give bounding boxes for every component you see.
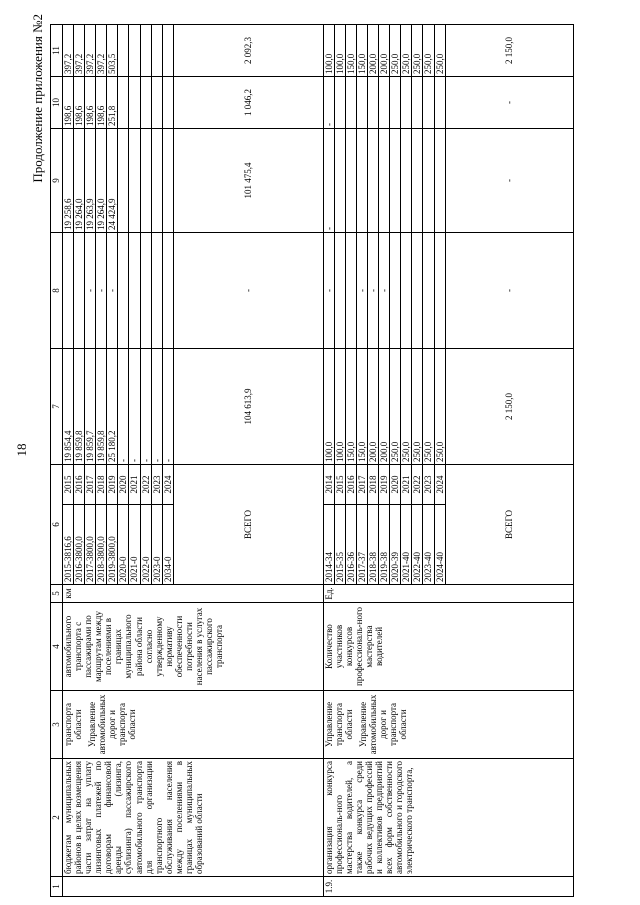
item-number (63, 877, 324, 897)
funding-regional (401, 129, 412, 233)
total-funding-regional: - (445, 129, 573, 233)
funding-total: 250,0 (423, 349, 434, 465)
column-header: 2 (51, 759, 63, 877)
funding-total: 100,0 (334, 349, 345, 465)
year: 2015 (63, 465, 74, 505)
total-funding-other: 2 150,0 (445, 25, 573, 77)
funding-local (129, 77, 140, 129)
funding-regional (129, 129, 140, 233)
total-funding-total: 104 613,9 (173, 349, 323, 465)
funding-federal (74, 233, 85, 349)
funding-total: - (162, 349, 173, 465)
column-header: 10 (51, 77, 63, 129)
responsible-executor (63, 691, 324, 759)
funding-regional (357, 129, 368, 233)
funding-other: 503,5 (107, 25, 118, 77)
year: 2018 (96, 465, 107, 505)
funding-other (140, 25, 151, 77)
funding-local (434, 77, 445, 129)
funding-total: - (151, 349, 162, 465)
year: 2023 (151, 465, 162, 505)
total-funding-total: 2 150,0 (445, 349, 573, 465)
funding-other: 397,2 (63, 25, 74, 77)
indicator-value: 2023-40 (423, 505, 434, 585)
funding-other: 250,0 (434, 25, 445, 77)
funding-federal: - (357, 233, 368, 349)
continuation-title: Продолжение приложения №2 (30, 14, 45, 183)
column-header: 1 (51, 877, 63, 897)
funding-federal: - (107, 233, 118, 349)
funding-federal (118, 233, 129, 349)
funding-other: 250,0 (412, 25, 423, 77)
funding-regional: 24 424,9 (107, 129, 118, 233)
funding-total: 250,0 (401, 349, 412, 465)
indicator-value: 2022-40 (412, 505, 423, 585)
unit-of-measure: км (63, 585, 324, 603)
year: 2019 (379, 465, 390, 505)
funding-local (390, 77, 401, 129)
funding-other: 100,0 (323, 25, 334, 77)
funding-total: 250,0 (412, 349, 423, 465)
funding-federal (390, 233, 401, 349)
indicator-value: 2021-40 (401, 505, 412, 585)
year: 2022 (412, 465, 423, 505)
funding-federal: - (85, 233, 96, 349)
funding-regional (379, 129, 390, 233)
total-funding-regional: 101 475,4 (173, 129, 323, 233)
funding-local (357, 77, 368, 129)
indicator-value: 2020-39 (390, 505, 401, 585)
item-number: 1.9. (323, 877, 573, 897)
indicator-value: 2016-3800,0 (74, 505, 85, 585)
year: 2018 (368, 465, 379, 505)
column-header: 8 (51, 233, 63, 349)
indicator-description: автомобильного транспорта с пассажирами по маршрутам между поселениями в границах муниципального района области согласно утвержденному нормативу обеспеченности потребности населения в услугах пассажирского транспорта (63, 603, 324, 691)
funding-federal: - (368, 233, 379, 349)
funding-other: 200,0 (368, 25, 379, 77)
funding-total: 25 180,2 (107, 349, 118, 465)
funding-local: 251,8 (107, 77, 118, 129)
indicator-value: 2014-34 (323, 505, 334, 585)
funding-total: 19 859,8 (74, 349, 85, 465)
indicator-value: 2021-0 (129, 505, 140, 585)
column-header: 4 (51, 603, 63, 691)
funding-other: 150,0 (357, 25, 368, 77)
funding-federal (434, 233, 445, 349)
funding-federal (423, 233, 434, 349)
year: 2023 (423, 465, 434, 505)
year: 2015 (334, 465, 345, 505)
funding-total: 100,0 (323, 349, 334, 465)
funding-other (118, 25, 129, 77)
column-header: 3 (51, 691, 63, 759)
funding-other: 397,2 (74, 25, 85, 77)
funding-total: - (129, 349, 140, 465)
funding-other: 397,2 (85, 25, 96, 77)
year: 2024 (434, 465, 445, 505)
funding-total: 150,0 (357, 349, 368, 465)
funding-local: - (323, 77, 334, 129)
funding-other: 397,2 (96, 25, 107, 77)
unit-of-measure: Ед. (323, 585, 573, 603)
funding-regional (151, 129, 162, 233)
funding-local: 198,6 (74, 77, 85, 129)
funding-regional: 19 264,0 (96, 129, 107, 233)
funding-other (151, 25, 162, 77)
indicator-value: 2024-40 (434, 505, 445, 585)
indicator-value: 2017-3800,0 (85, 505, 96, 585)
measure-description: организация конкурса профессиональ-ного мастерства водителей, а также конкурса среди рабочих ведущих профессий и коллективов предприятий всех форм собственности автомобильного и городского электрического транспорта, (323, 759, 573, 877)
funding-total: 200,0 (379, 349, 390, 465)
indicator-value: 2018-38 (368, 505, 379, 585)
funding-regional: 19 258,6 (63, 129, 74, 233)
funding-local (345, 77, 356, 129)
year: 2020 (390, 465, 401, 505)
year: 2021 (129, 465, 140, 505)
funding-regional: 19 264,0 (74, 129, 85, 233)
funding-regional (334, 129, 345, 233)
funding-total: 150,0 (345, 349, 356, 465)
funding-regional: - (323, 129, 334, 233)
indicator-value: 2015-35 (334, 505, 345, 585)
funding-federal (63, 233, 74, 349)
total-funding-local: - (445, 77, 573, 129)
year: 2022 (140, 465, 151, 505)
funding-regional (162, 129, 173, 233)
total-label: ВСЕГО (445, 465, 573, 585)
indicator-value: 2019-38 (379, 505, 390, 585)
column-header: 5 (51, 585, 63, 603)
indicator-value: 2022-0 (140, 505, 151, 585)
funding-federal (162, 233, 173, 349)
funding-other: 100,0 (334, 25, 345, 77)
funding-total: - (140, 349, 151, 465)
funding-regional (412, 129, 423, 233)
indicator-value: 2023-0 (151, 505, 162, 585)
funding-local: 198,6 (85, 77, 96, 129)
column-header: 11 (51, 25, 63, 77)
column-header: 9 (51, 129, 63, 233)
indicator-value: 2016-36 (345, 505, 356, 585)
executor-primary: транспорта области (63, 702, 84, 747)
funding-federal (140, 233, 151, 349)
responsible-executor (323, 691, 573, 759)
year: 2016 (74, 465, 85, 505)
funding-local: 198,6 (96, 77, 107, 129)
funding-federal (151, 233, 162, 349)
indicator-value: 2015-3816,6 (63, 505, 74, 585)
funding-local: 198,6 (63, 77, 74, 129)
funding-total: 19 859,8 (96, 349, 107, 465)
funding-total: 19 859,7 (85, 349, 96, 465)
funding-other (129, 25, 140, 77)
funding-regional (118, 129, 129, 233)
funding-total: 250,0 (390, 349, 401, 465)
funding-local (334, 77, 345, 129)
total-label: ВСЕГО (173, 465, 323, 585)
indicator-description: Количество участников конкурсов профессиональ-ного мастерства водителей (323, 603, 573, 691)
funding-regional (390, 129, 401, 233)
funding-regional (423, 129, 434, 233)
funding-other: 250,0 (423, 25, 434, 77)
indicator-value: 2034-0 (162, 505, 173, 585)
executor-primary: Управление транспорта области (323, 701, 354, 748)
year: 2016 (345, 465, 356, 505)
funding-other: 200,0 (379, 25, 390, 77)
funding-local (368, 77, 379, 129)
funding-local (151, 77, 162, 129)
funding-local (423, 77, 434, 129)
total-funding-federal: - (445, 233, 573, 349)
year: 2019 (107, 465, 118, 505)
executor-secondary: Управление автомобильных дорог и транспорта области (358, 694, 409, 755)
indicator-value: 2019-3800,0 (107, 505, 118, 585)
funding-other: 250,0 (390, 25, 401, 77)
funding-regional (345, 129, 356, 233)
funding-total: 200,0 (368, 349, 379, 465)
funding-other (162, 25, 173, 77)
funding-local (401, 77, 412, 129)
funding-regional (368, 129, 379, 233)
executor-secondary: Управление автомобильных дорог и транспорта области (87, 694, 138, 755)
year: 2017 (85, 465, 96, 505)
year: 2017 (357, 465, 368, 505)
funding-other: 150,0 (345, 25, 356, 77)
funding-local (379, 77, 390, 129)
funding-federal: - (96, 233, 107, 349)
funding-regional (140, 129, 151, 233)
year: 2020 (118, 465, 129, 505)
funding-federal: - (323, 233, 334, 349)
funding-federal (412, 233, 423, 349)
indicator-value: 2017-37 (357, 505, 368, 585)
funding-total: 250,0 (434, 349, 445, 465)
table-row (63, 25, 74, 897)
funding-total: 19 854,4 (63, 349, 74, 465)
funding-local (118, 77, 129, 129)
year: 2024 (162, 465, 173, 505)
column-number-row (51, 25, 63, 897)
funding-federal (401, 233, 412, 349)
column-header: 6 (51, 465, 63, 585)
year: 2014 (323, 465, 334, 505)
funding-other: 250,0 (401, 25, 412, 77)
total-funding-other: 2 092,3 (173, 25, 323, 77)
program-table (50, 24, 574, 897)
funding-federal (129, 233, 140, 349)
funding-federal (334, 233, 345, 349)
funding-local (412, 77, 423, 129)
page-number: 18 (14, 443, 29, 457)
measure-description: бюджетам муниципальных районов в целях возмещения части затрат на уплату лизинговых платежей по договорам финансовой аренды (лизинга, сублизинга) пассажирского автомобильного транспорта для организации транспортного обслуживания населения между поселениями в границах муниципальных образований области (63, 759, 324, 877)
indicator-value: 2020-0 (118, 505, 129, 585)
total-funding-federal: - (173, 233, 323, 349)
funding-total: - (118, 349, 129, 465)
funding-regional (434, 129, 445, 233)
table-row (323, 25, 334, 897)
column-header: 7 (51, 349, 63, 465)
funding-federal: - (379, 233, 390, 349)
total-funding-local: 1 046,2 (173, 77, 323, 129)
funding-local (140, 77, 151, 129)
year: 2021 (401, 465, 412, 505)
indicator-value: 2018-3800,0 (96, 505, 107, 585)
funding-regional: 19 263,9 (85, 129, 96, 233)
funding-federal (345, 233, 356, 349)
funding-local (162, 77, 173, 129)
